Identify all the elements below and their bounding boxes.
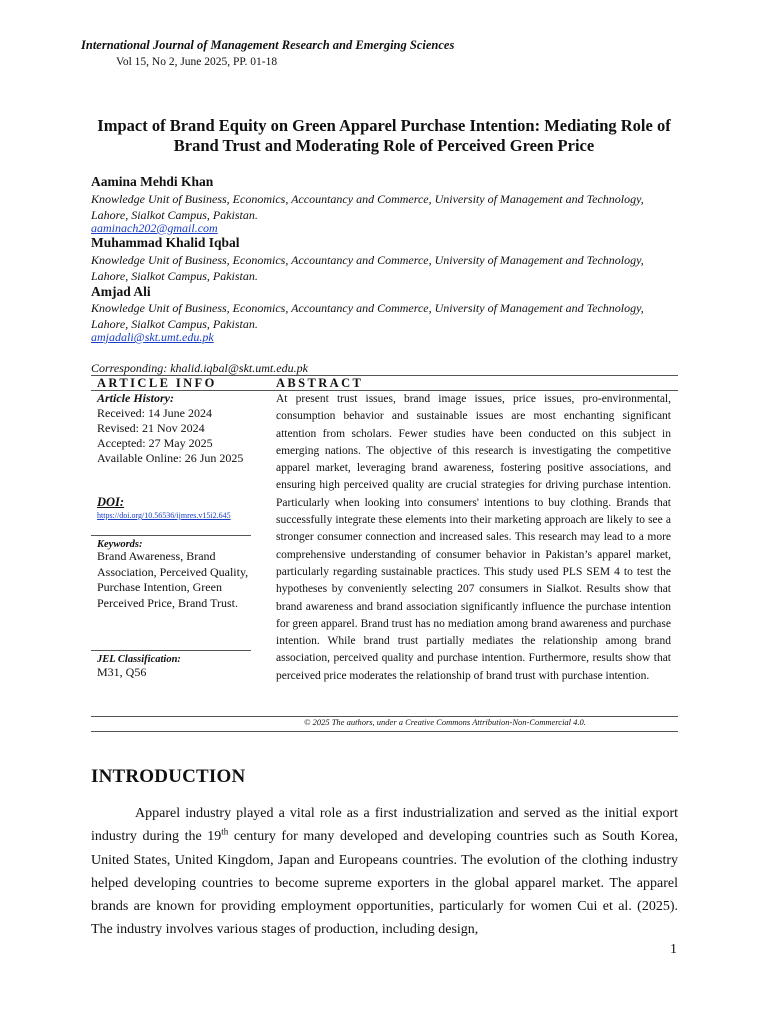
history-label: Article History: [97,391,174,405]
author-name-1: Aamina Mehdi Khan [91,174,214,189]
doi-link[interactable]: https://doi.org/10.56536/ijmres.v15i2.645 [97,511,231,520]
paper-title: Impact of Brand Equity on Green Apparel Purchase Intention: Mediating Role of Brand Trust and Moderating Role of Perceived Green Price [97,116,671,155]
page-number: 1 [670,942,677,957]
intro-superscript: th [221,826,229,837]
volume-info: Vol 15, No 2, June 2025, PP. 01-18 [116,56,278,68]
author-affiliation-3: Knowledge Unit of Business, Economics, Accountancy and Commerce, University of Management and Technology, Lahore, Sialkot Campus, Pakistan. [91,301,644,331]
revised-date: Revised: 21 Nov 2024 [97,421,205,435]
license-rule [91,731,678,732]
corresponding-author: Corresponding: khalid.iqbal@skt.umt.edu.pk [91,361,308,375]
jel-rule [91,650,251,651]
keywords-label: Keywords: [97,539,143,550]
accepted-date: Accepted: 27 May 2025 [97,436,213,450]
keywords-rule [91,535,251,536]
jel-label: JEL Classification: [97,654,181,665]
abstract-heading: ABSTRACT [276,376,364,390]
keywords-list: Brand Awareness, Brand Association, Perceived Quality, Purchase Intention, Green Perceived Price, Brand Trust. [97,549,249,610]
license-note: © 2025 The authors, under a Creative Commons Attribution-Non-Commercial 4.0. [304,717,586,727]
introduction-heading: INTRODUCTION [91,766,246,787]
abstract-text: At present trust issues, brand image issues, price issues, pro-environmental, consumption behavior and sustainable issues are most enchanting significant attention from scholars. Fewer studies have been conducted on this subject in emerging nations. The objective of this research is investigating the competitive apparel market, leveraging brand awareness, fostering positive associations, and ensuring high perceived quality are crucial strategies for driving purchase intention. Particularly when looking into consumers' intentions to buy clothing. Brands that successfully integrate these elements into their marketing approach are likely to see a stronger consumer connection and increased sales. This research may lead to a more comprehensive understanding of consumer behavior in Pakistan’s apparel market, particularly regarding sustainable practices. This study used PLS SEM 4 to test the hypotheses by conveniently selecting 207 consumers in Sialkot. Results show that brand awareness and brand association significantly influence the purchase intention for green apparel. Brand trust has no mediation among brand awareness and purchase intention. While brand trust partially mediates the relationship among brand association, perceived quality and purchase intention. Furthermore, results show that perceived price moderates the relationship of brand trust with purchase intention. [276,393,671,682]
author-name-3: Amjad Ali [91,284,151,299]
journal-name: International Journal of Management Research and Emerging Sciences [81,38,455,52]
author-affiliation-2: Knowledge Unit of Business, Economics, Accountancy and Commerce, University of Management and Technology, Lahore, Sialkot Campus, Pakistan. [91,253,644,283]
author-email-3[interactable]: amjadali@skt.umt.edu.pk [91,330,214,344]
introduction-paragraph [91,802,678,942]
online-date: Available Online: 26 Jun 2025 [97,451,244,465]
author-affiliation-1: Knowledge Unit of Business, Economics, Accountancy and Commerce, University of Management and Technology, Lahore, Sialkot Campus, Pakistan. [91,192,644,222]
article-history [97,391,253,466]
intro-text-part-2: century for many developed and developing countries such as South Korea, United States, United Kingdom, Japan and Europeans countries. The evolution of the clothing industry helped developing countries to become supreme exporters in the global apparel market. The apparel brands are known for providing employment opportunities, particularly for women Cui et al. (2025). The industry involves various stages of production, including design, [91,829,678,938]
article-info-heading: ARTICLE INFO [97,376,217,390]
author-name-2: Muhammad Khalid Iqbal [91,235,240,250]
intro-text-part-1: Apparel industry played a vital role as a first industrialization and served as the initial export industry during the 19 [91,806,678,845]
jel-codes: M31, Q56 [97,665,147,679]
doi-label: DOI: [97,495,125,509]
received-date: Received: 14 June 2024 [97,406,212,420]
author-email-1[interactable]: aaminach202@gmail.com [91,221,218,235]
